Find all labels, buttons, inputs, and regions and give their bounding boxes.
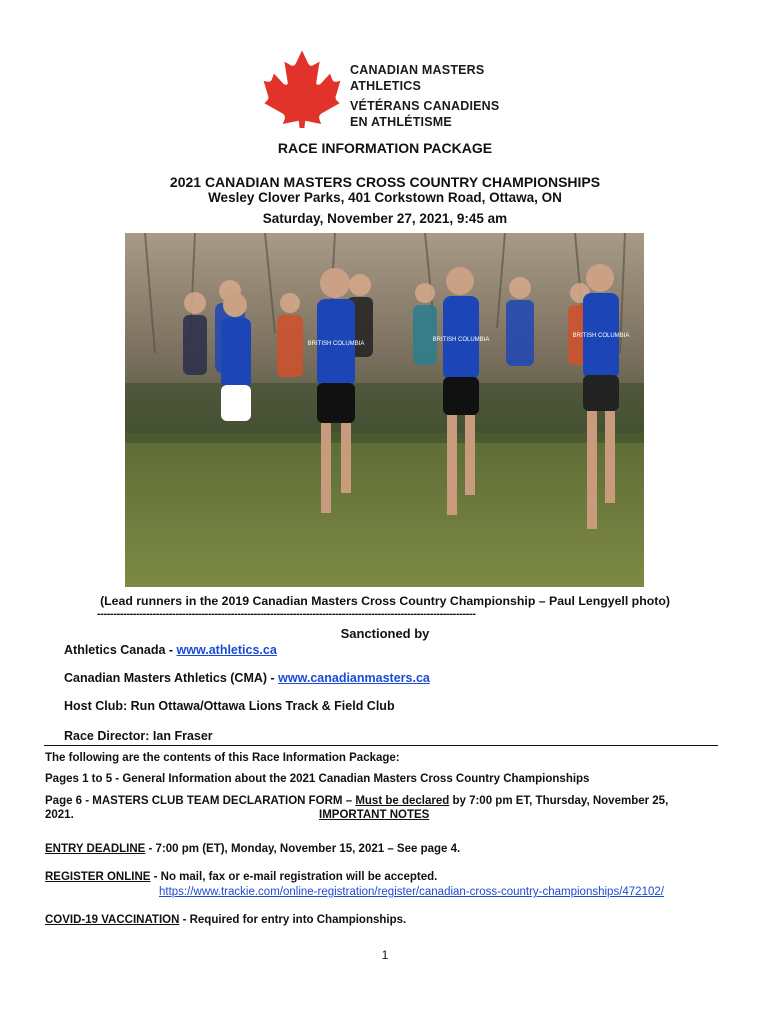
- race-photo: [125, 233, 644, 587]
- contents-page-6: [45, 795, 668, 807]
- maple-leaf-icon: [262, 48, 342, 128]
- register-online-label: REGISTER ONLINE: [45, 871, 151, 883]
- race-director: Race Director: Ian Fraser: [64, 729, 213, 743]
- host-club: Host Club: Run Ottawa/Ottawa Lions Track & Field Club: [64, 699, 395, 713]
- entry-deadline-label: ENTRY DEADLINE: [45, 843, 146, 855]
- divider: --------------------------------------------------------------------------------------------------------------------: [97, 608, 476, 620]
- bib-text-2: BRITISH COLUMBIA: [432, 337, 490, 343]
- athletics-canada-link[interactable]: www.athletics.ca: [176, 643, 277, 657]
- runners-illustration: [125, 233, 644, 587]
- photo-caption: (Lead runners in the 2019 Canadian Masters Cross Country Championship – Paul Lengyell photo): [100, 594, 670, 608]
- important-notes: IMPORTANT NOTES: [319, 809, 430, 821]
- registration-link[interactable]: https://www.trackie.com/online-registration/register/canadian-cross-country-championships/472102/: [159, 886, 664, 898]
- page6-text-b: by 7:00 pm ET, Thursday, November 25,: [449, 795, 669, 807]
- venue: Wesley Clover Parks, 401 Corkstown Road, Ottawa, ON: [208, 190, 562, 205]
- event-title: 2021 CANADIAN MASTERS CROSS COUNTRY CHAMPIONSHIPS: [169, 174, 601, 190]
- page-number: 1: [381, 948, 389, 962]
- cma-line: [64, 671, 430, 685]
- event-date: Saturday, November 27, 2021, 9:45 am: [262, 211, 508, 226]
- contents-pages-1-5: Pages 1 to 5 - General Information about the 2021 Canadian Masters Cross Country Championships: [45, 773, 590, 785]
- section-rule: [44, 745, 718, 746]
- page-title: RACE INFORMATION PACKAGE: [277, 140, 493, 156]
- page6-text-a: Page 6 - MASTERS CLUB TEAM DECLARATION FORM –: [45, 795, 356, 807]
- page6-year: 2021.: [45, 809, 74, 821]
- cma-link[interactable]: www.canadianmasters.ca: [278, 671, 430, 685]
- logo-line-2: ATHLETICS: [350, 79, 422, 93]
- covid-label: COVID-19 VACCINATION: [45, 914, 180, 926]
- contents-intro: The following are the contents of this Race Information Package:: [45, 752, 400, 764]
- logo-line-4: EN ATHLÉTISME: [350, 115, 452, 129]
- logo-line-1: CANADIAN MASTERS: [350, 63, 485, 77]
- register-online-text: - No mail, fax or e-mail registration will be accepted.: [150, 871, 438, 883]
- entry-deadline-text: - 7:00 pm (ET), Monday, November 15, 2021 – See page 4.: [145, 843, 461, 855]
- bib-text-3: BRITISH COLUMBIA: [572, 333, 630, 339]
- sanctioned-heading: Sanctioned by: [340, 626, 430, 641]
- entry-deadline: [45, 843, 460, 855]
- logo-wordmark: [350, 62, 499, 130]
- register-link-line: [159, 886, 664, 898]
- athletics-canada-label: Athletics Canada -: [64, 643, 177, 657]
- page6-underlined: Must be declared: [355, 795, 450, 807]
- covid-vaccination: [45, 914, 406, 926]
- cma-logo: [262, 48, 542, 128]
- covid-text: - Required for entry into Championships.: [179, 914, 407, 926]
- register-online: [45, 871, 437, 883]
- logo-line-3: VÉTÉRANS CANADIENS: [350, 99, 500, 113]
- athletics-canada-line: [64, 643, 277, 657]
- cma-label: Canadian Masters Athletics (CMA) -: [64, 671, 279, 685]
- bib-text-1: BRITISH COLUMBIA: [307, 341, 365, 347]
